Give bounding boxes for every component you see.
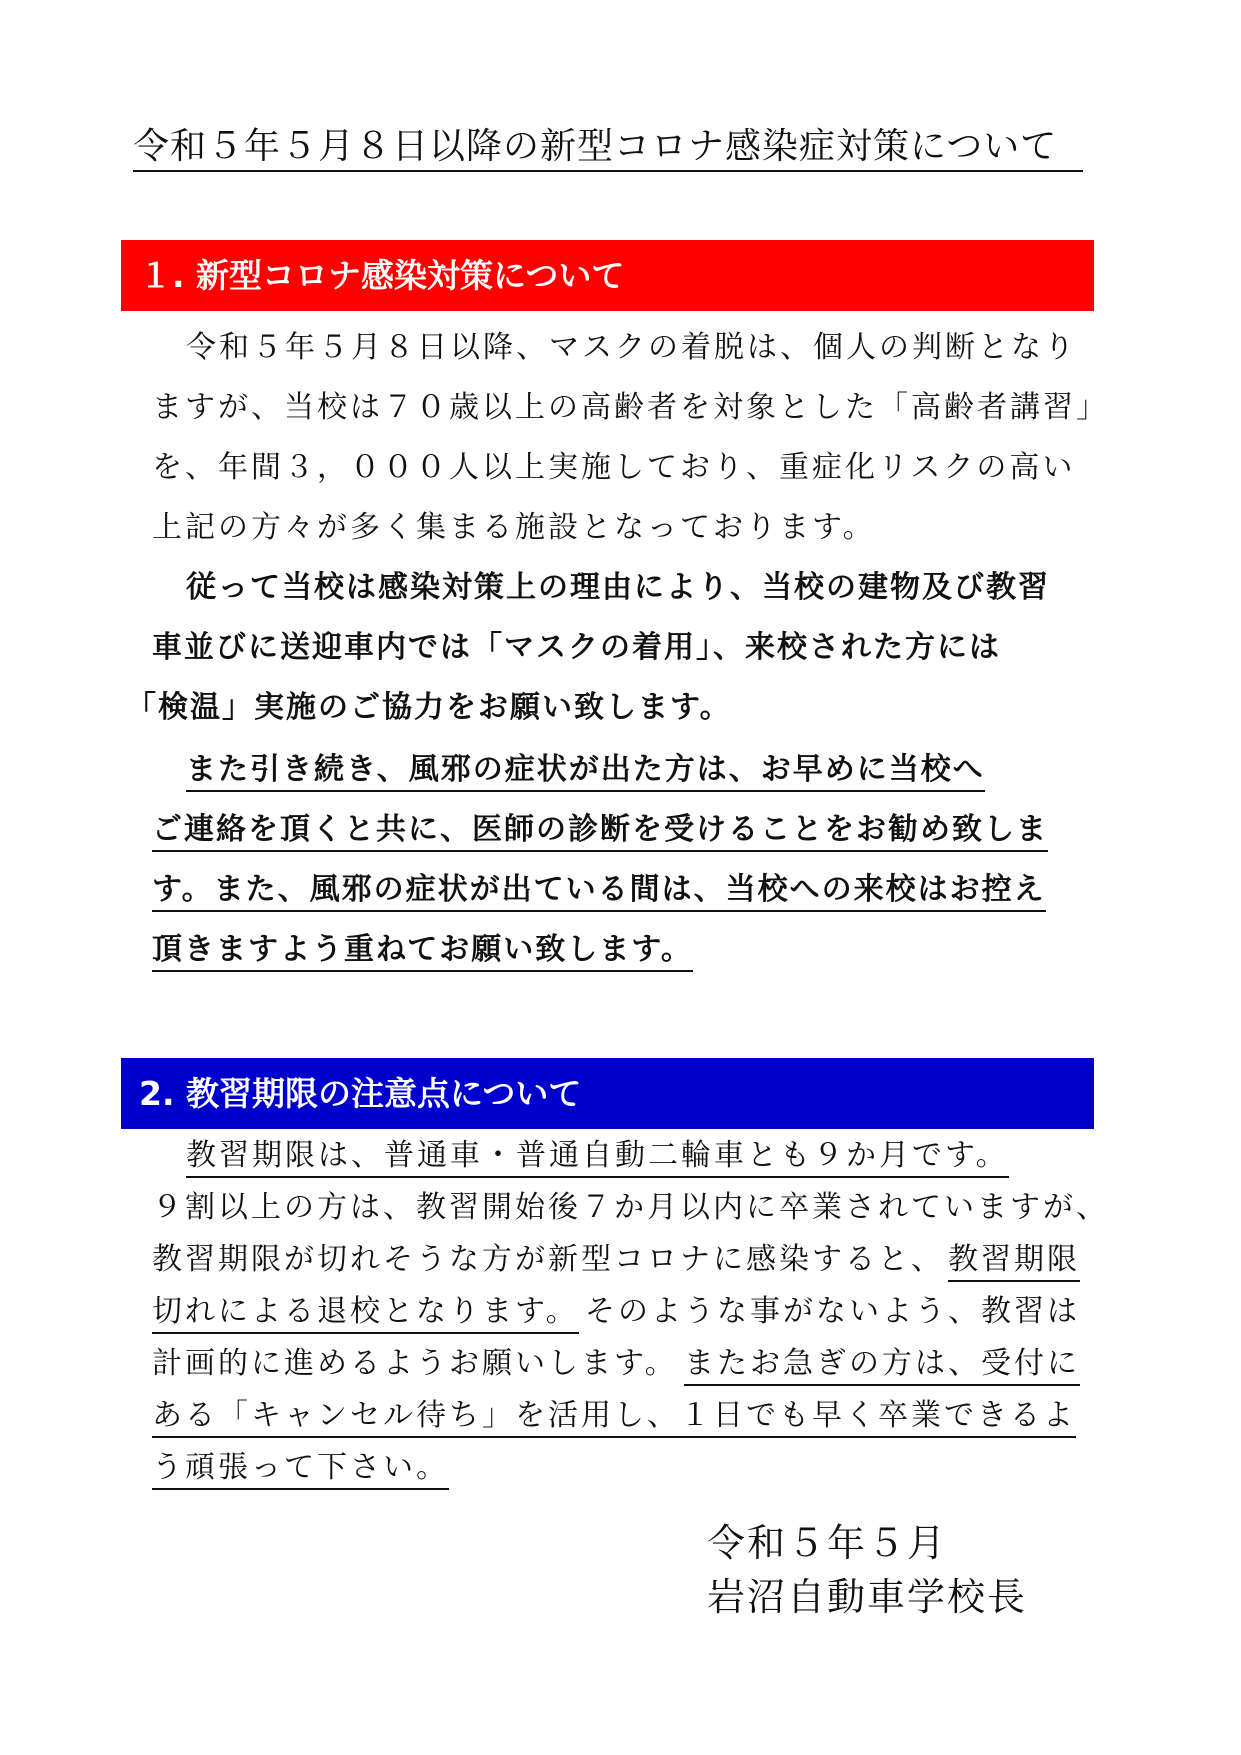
signature-date: 令和５年５月 [707,1521,948,1565]
s2-line-6: ある「キャンセル待ち」を活用し、１日でも早く卒業できるよ [152,1398,1076,1438]
s2-line-1: 教習期限は、普通車・普通自動二輪車とも９か月です。 [186,1138,1009,1178]
s2-line-7: う頑張って下さい。 [152,1450,449,1490]
s2-line-5b: またお急ぎの方は、受付に [684,1346,1080,1386]
s2-line-3a: 教習期限が切れそうな方が新型コロナに感染すると、 [152,1242,944,1277]
s2-line-3b: 教習期限 [948,1242,1080,1282]
s1-line-9: ご連絡を頂くと共に、医師の診断を受けることをお勧め致しま [152,812,1048,852]
s1-line-2: ますが、当校は７０歳以上の高齢者を対象とした「高齢者講習」 [152,390,1109,425]
signature-author: 岩沼自動車学校長 [707,1575,1028,1619]
s2-line-4b: そのような事がないよう、教習は [585,1294,1080,1329]
s1-line-7: 「検温」実施のご協力をお願い致します。 [126,690,732,725]
s1-line-3: を、年間３，０００人以上実施しており、重症化リスクの高い [152,450,1076,485]
s2-line-5a: 計画的に進めるようお願いします。 [152,1346,678,1381]
s2-line-4a: 切れによる退校となります。 [152,1294,579,1334]
section-2-heading: 2. 教習期限の注意点について [121,1058,1094,1129]
s1-line-4: 上記の方々が多く集まる施設となっております。 [152,510,876,545]
s1-line-6: 車並びに送迎車内では「マスクの着用」、来校された方には [152,630,1001,665]
s2-line-2: ９割以上の方は、教習開始後７か月以内に卒業されていますが、 [152,1190,1109,1225]
document-title: 令和５年５月８日以降の新型コロナ感染症対策について [133,126,1083,172]
s1-line-5: 従って当校は感染対策上の理由により、当校の建物及び教習 [186,570,1050,605]
s1-line-10: す。また、風邪の症状が出ている間は、当校への来校はお控え [152,872,1046,912]
s1-line-8: また引き続き、風邪の症状が出た方は、お早めに当校へ [186,752,985,792]
s1-line-11: 頂きますよう重ねてお願い致します。 [152,932,693,972]
s1-line-1: 令和５年５月８日以降、マスクの着脱は、個人の判断となり [186,330,1077,365]
section-1-heading: １. 新型コロナ感染対策について [121,240,1094,311]
